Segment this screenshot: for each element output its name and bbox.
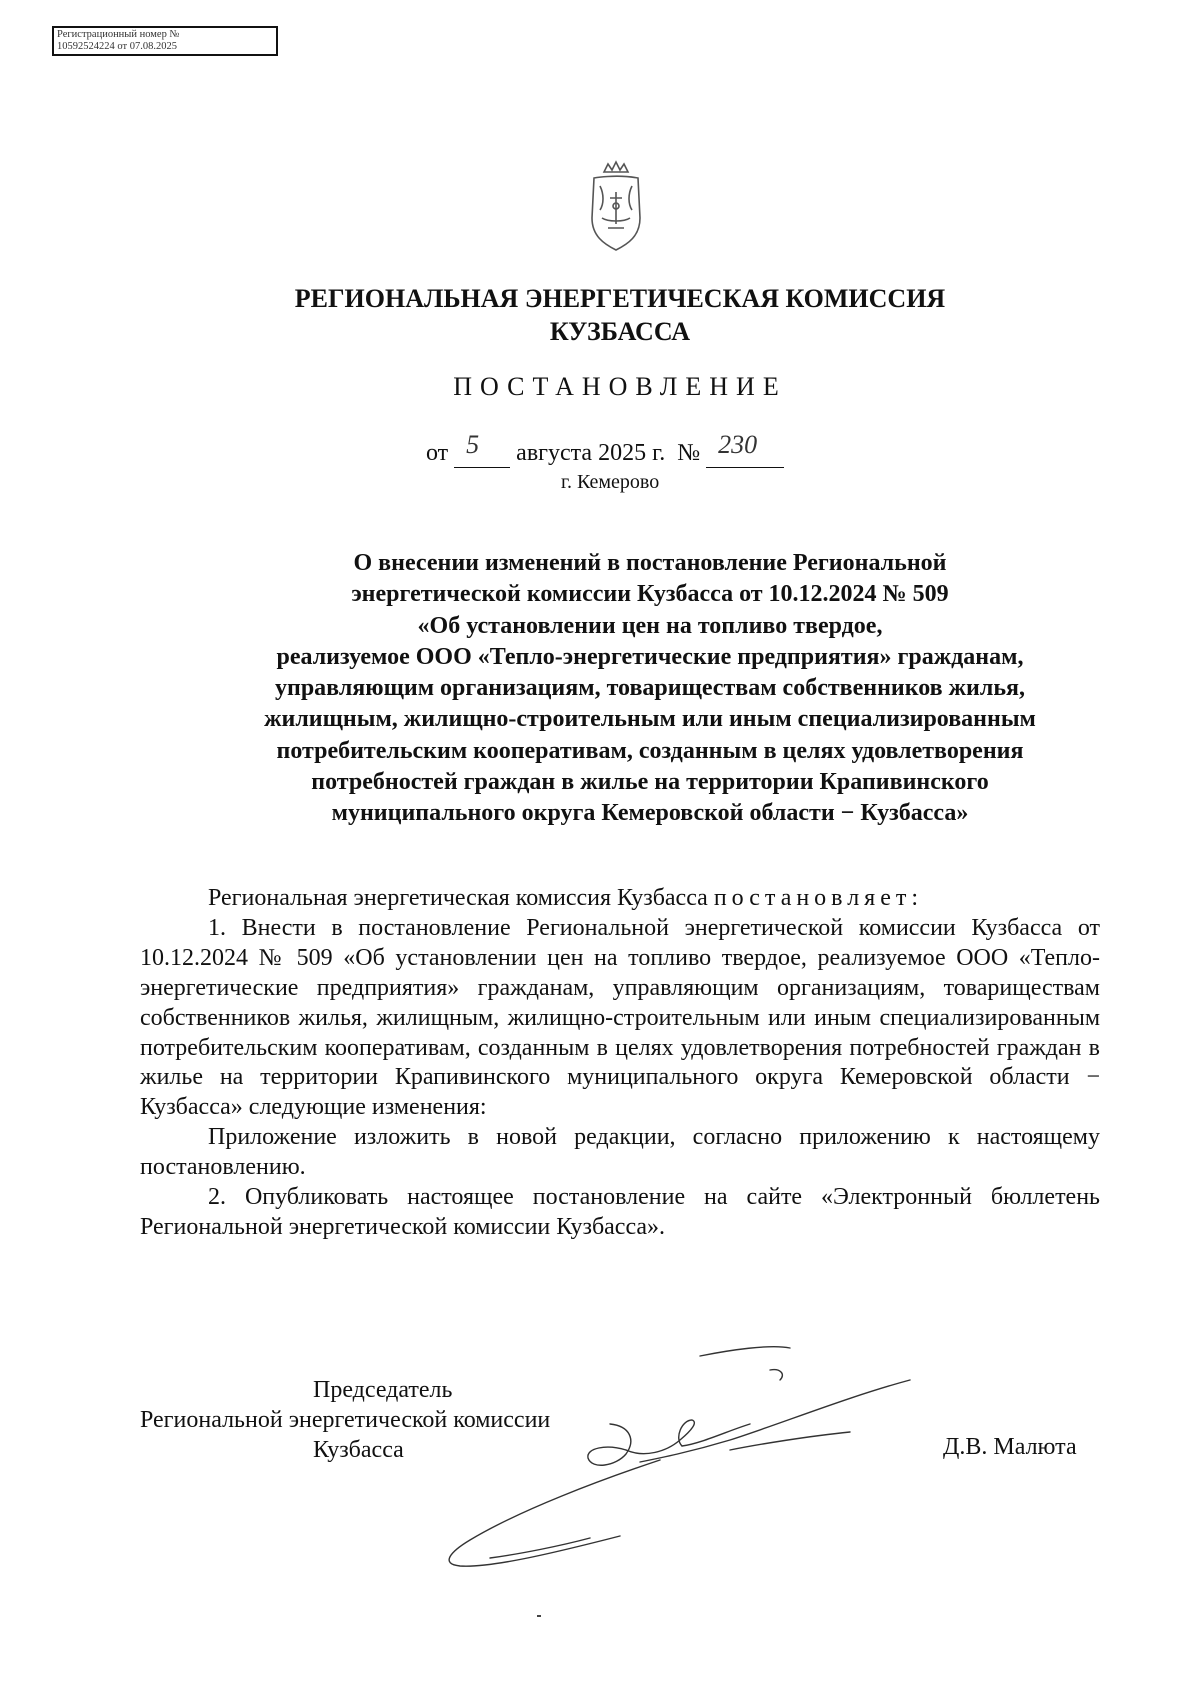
handwritten-signature-icon	[430, 1340, 930, 1570]
document-body	[140, 884, 1100, 1243]
city: г. Кемерово	[561, 471, 660, 493]
date-day-blank	[454, 430, 510, 468]
subject-line: реализуемое ООО «Тепло-энергетические предприятия» гражданам,	[276, 643, 1024, 670]
document-number-blank	[706, 430, 784, 468]
coat-of-arms-icon	[578, 158, 654, 254]
document-type: ПОСТАНОВЛЕНИЕ	[453, 372, 787, 401]
intro-paragraph	[140, 884, 1100, 914]
date-prefix: от	[426, 440, 449, 466]
registration-line-2: 10592524224 от 07.08.2025	[57, 41, 177, 52]
intro-text: Региональная энергетическая комиссия Кузбасса	[208, 885, 708, 911]
paragraph-2: 2. Опубликовать настоящее постановление на сайте «Электронный бюллетень Региональной энергетической комиссии Кузбасса».	[140, 1184, 1100, 1240]
registration-line-1: Регистрационный номер №	[57, 29, 180, 40]
document-subject	[180, 548, 1120, 830]
scan-speck	[537, 1615, 541, 1617]
subject-line: управляющим организациям, товариществам собственников жилья,	[275, 675, 1025, 702]
registration-stamp	[52, 26, 278, 56]
subject-line: «Об установлении цен на топливо твердое,	[417, 612, 883, 639]
intro-keyword: постановляет:	[713, 885, 924, 911]
paragraph-1-sub: Приложение изложить в новой редакции, согласно приложению к настоящему постановлению.	[140, 1124, 1100, 1181]
subject-line: потребительским кооперативам, созданным в целях удовлетворения	[276, 737, 1024, 764]
date-number-line	[426, 430, 784, 468]
signatory-title-line-1: Председатель	[313, 1377, 453, 1403]
number-sign: №	[677, 440, 701, 466]
signatory-name: Д.В. Малюта	[943, 1434, 1077, 1460]
org-line-2: КУЗБАССА	[549, 317, 691, 346]
document-number-handwritten: 230	[718, 430, 758, 459]
subject-line: муниципального округа Кемеровской области − Кузбасса»	[331, 800, 969, 827]
subject-line: О внесении изменений в постановление Региональной	[353, 550, 947, 576]
signatory-title-line-2: Региональной энергетической комиссии	[140, 1407, 551, 1433]
date-month-year: августа 2025 г.	[516, 440, 666, 466]
signatory-title-line-3: Кузбасса	[313, 1437, 404, 1463]
subject-line: потребностей граждан в жилье на территории Крапивинского	[311, 769, 989, 796]
organization-name	[0, 282, 1200, 348]
paragraph-1: 1. Внести в постановление Региональной энергетической комиссии Кузбасса от 10.12.2024 № 509 «Об установлении цен на топливо твердое, реализуемое ООО «Тепло-энергетические предприятия» гражданам, управляющим организациям, товариществам собственников жилья, жилищным, жилищно-строительным или иным специализированным потребительским кооперативам, созданным в целях удовлетворения потребностей граждан в жилье на территории Крапивинского муниципального округа Кемеровской области − Кузбасса» следующие изменения:	[140, 914, 1100, 1121]
subject-line: энергетической комиссии Кузбасса от 10.12.2024 № 509	[351, 581, 949, 608]
date-day-handwritten: 5	[466, 430, 480, 459]
org-line-1: РЕГИОНАЛЬНАЯ ЭНЕРГЕТИЧЕСКАЯ КОМИССИЯ	[294, 284, 946, 313]
subject-line: жилищным, жилищно-строительным или иным специализированным	[264, 706, 1036, 733]
